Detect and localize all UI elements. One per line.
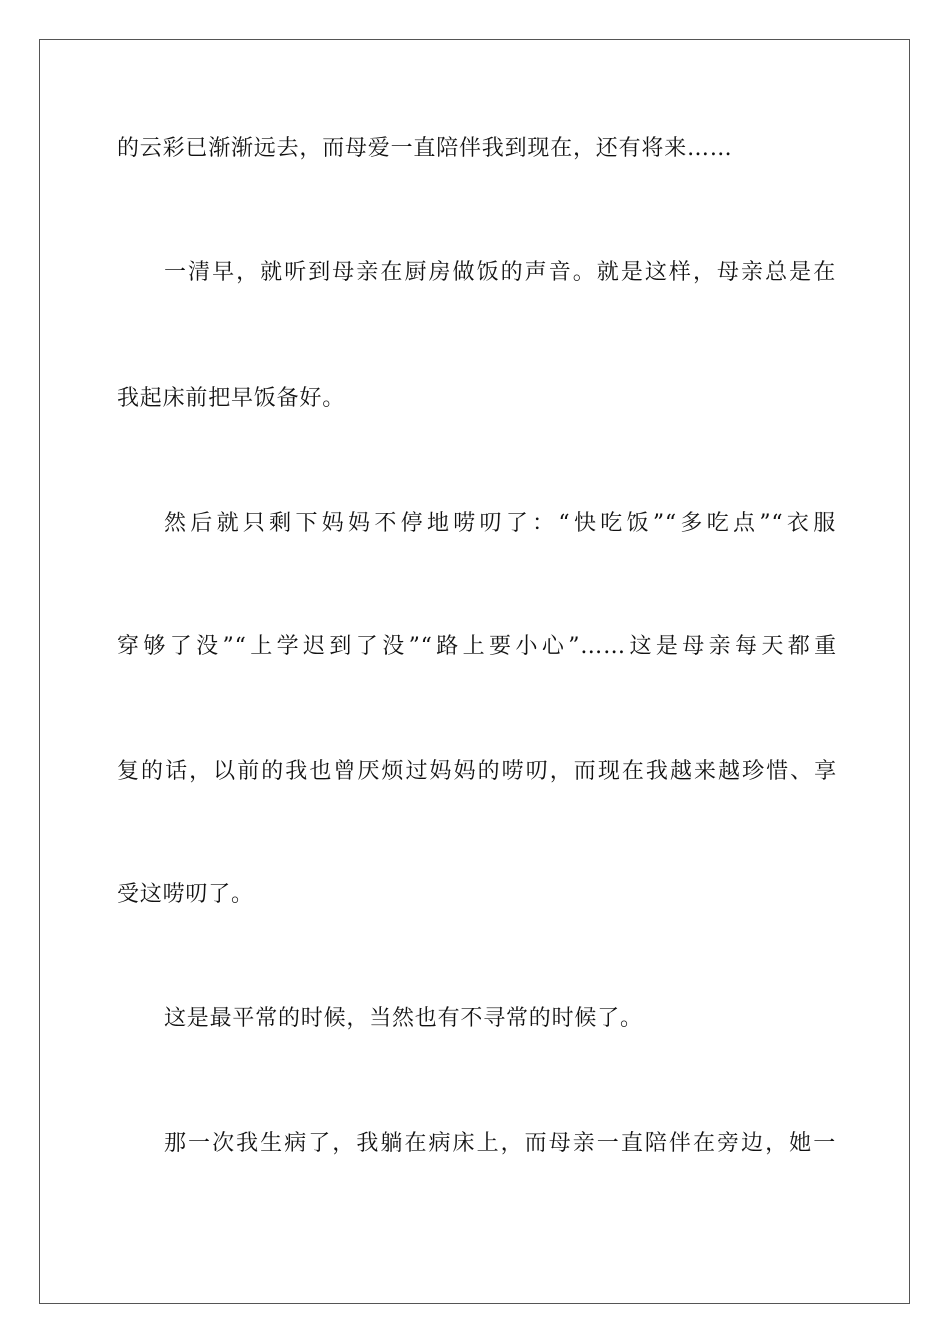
text-line-8: 这是最平常的时候，当然也有不寻常的时候了。 [164,1006,643,1031]
text-line-7: 受这唠叨了。 [117,882,254,907]
text-line-2: 一清早，就听到母亲在厨房做饭的声音。就是这样，母亲总是在 [164,260,836,285]
text-line-5: 穿够了没”“上学迟到了没”“路上要小心”……这是母亲每天都重 [117,634,837,659]
text-line-9: 那一次我生病了，我躺在病床上，而母亲一直陪伴在旁边，她一 [164,1131,836,1156]
text-line-4: 然后就只剩下妈妈不停地唠叨了：“快吃饭”“多吃点”“衣服 [164,511,836,536]
text-line-6: 复的话，以前的我也曾厌烦过妈妈的唠叨，而现在我越来越珍惜、享 [117,759,837,784]
page-border [39,39,910,1304]
text-line-1: 的云彩已渐渐远去，而母爱一直陪伴我到现在，还有将来…… [117,136,733,161]
text-line-3: 我起床前把早饭备好。 [117,386,346,411]
